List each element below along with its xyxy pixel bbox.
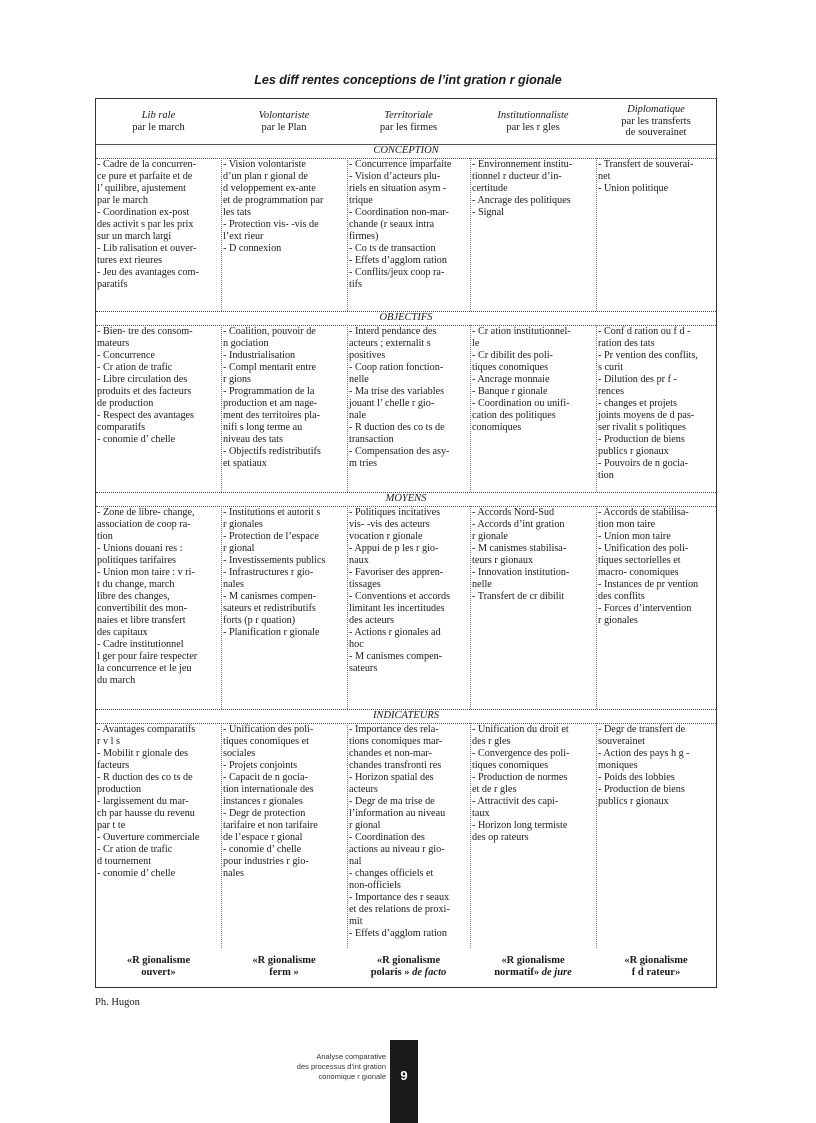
cell-line: - R duction des co ts de [349,422,445,433]
cell-line: r gional [349,820,381,831]
cell-line: - Appui de p les r gio- [349,543,439,554]
cell-line: n gociation [223,338,269,349]
cell-line: d veloppement ex-ante [223,183,316,194]
cell-line: - R duction des co ts de [97,772,193,783]
cell-line: facteurs [97,760,130,771]
cell-line: - Capacit de n gocia- [223,772,308,783]
cell-line: par le march [97,195,148,206]
cell-line: instances r gionales [223,796,303,807]
conclusion-line: polaris » [370,967,410,978]
cell-line: - Effets d’agglom ration [349,928,447,939]
cell-line: s curit [598,362,624,373]
conclusion-line: «R gionalisme [624,955,688,966]
cell-line: - Co ts de transaction [349,243,436,254]
cell-line: - Coordination ex-post [97,207,190,218]
header-name: Territoriale [384,110,433,121]
cell-line: ch par hausse du revenu [97,808,195,819]
cell-line: - Vision d’acteurs plu- [349,171,441,182]
cell-line: teurs r gionaux [472,555,534,566]
cell-line: l ger pour faire respecter [97,651,198,662]
cell-line: tiques conomiques et [223,736,310,747]
cell-line: certitude [472,183,508,194]
cell-line: firmes) [349,231,379,242]
running-footer [280,1052,386,1082]
section-conception: CONCEPTION [96,144,716,159]
cell-line: - Mobilit r gionale des [97,748,189,759]
cell-line: d’un plan r gional de [223,171,308,182]
header-name: Institutionnaliste [497,110,569,121]
cell-line: taux [472,808,490,819]
cell-line: - Union politique [598,183,669,194]
cell-line: - Programmation de la [223,386,315,397]
cell-line: - M canismes compen- [223,591,317,602]
cell-line: - Protection de l’espace [223,531,319,542]
cell-line: sociales [223,748,256,759]
cell-volontariste [221,723,347,948]
cell-line: tiques sectorielles et [598,555,681,566]
cell-line: - Interd pendance des [349,326,437,337]
cell-line: - Planification r gionale [223,627,320,638]
conclusion-line: «R gionalisme [376,955,441,966]
cell-line: - Pouvoirs de n gocia- [598,458,688,469]
cell-line: - M canismes stabilisa- [472,543,567,554]
cell-line: - Importance des rela- [349,724,439,735]
cell-line: - Ancrage monnaie [472,374,550,385]
cell-line: l’ quilibre, ajustement [97,183,186,194]
cell-line: vis- -vis des acteurs [349,519,430,530]
cell-line: cation des politiques [472,410,556,421]
cell-line: hoc [349,639,364,650]
cell-line: r gional [223,543,255,554]
cell-line: nale [349,410,366,421]
cell-line: tion [598,470,614,481]
cell-line: - Favoriser des appren- [349,567,444,578]
cell-line: nifi s long terme au [223,422,303,433]
cell-line: - Unification des poli- [223,724,314,735]
cell-line: - Compl mentarit entre [223,362,317,373]
cell-line: politiques tarifaires [97,555,176,566]
cell-line: - Coalition, pouvoir de [223,326,316,337]
conclusion-federateur [596,955,716,979]
cell-line: - Forces d’intervention [598,603,692,614]
cell-line: la concurrence et le jeu [97,663,192,674]
cell-line: chandes transfronti res [349,760,442,771]
cell-line: riels en situation asym - [349,183,447,194]
cell-line: - Cadre de la concurren- [97,159,196,170]
conclusion-ouvert [96,955,221,979]
cell-line: - Importance des r seaux [349,892,450,903]
cell-volontariste [221,506,347,709]
conclusion-line: «R gionalisme [252,955,316,966]
cell-line: - Jeu des avantages com- [97,267,199,278]
cell-line: - Avantages comparatifs [97,724,196,735]
cell-diplomatique [596,506,716,709]
cell-line: ment des territoires pla- [223,410,321,421]
cell-line: tissages [349,579,381,590]
cell-line: tifs [349,279,363,290]
cell-line: - conomie d’ chelle [97,868,176,879]
cell-line: - D connexion [223,243,282,254]
cell-line: vocation r gionale [349,531,423,542]
cell-line: - Horizon long termiste [472,820,568,831]
cell-line: - Coop ration fonction- [349,362,444,373]
cell-line: des capitaux [97,627,148,638]
cell-line: les tats [223,207,252,218]
header-volontariste [221,99,347,144]
cell-line: des r gles [472,736,511,747]
cell-line: des activit s par les prix [97,219,194,230]
cell-line: d tournement [97,856,152,867]
header-diplomatique [596,99,716,144]
cell-line: - Conflits/jeux coop ra- [349,267,445,278]
header-sub: par le march [132,121,185,133]
cell-line: trique [349,195,373,206]
cell-line: comparatifs [97,422,146,433]
cell-line: - Production de biens [598,784,685,795]
cell-line: jouant l’ chelle r gio- [349,398,435,409]
cell-volontariste [221,325,347,492]
cell-line: ration des tats [598,338,655,349]
header-name: Volontariste [258,110,310,121]
cell-line: et des relations de proxi- [349,904,450,915]
header-name: Diplomatique [627,104,685,116]
cell-line: - changes officiels et [349,868,434,879]
cell-liberale [96,506,221,709]
cell-territoriale [347,325,470,492]
cell-line: - Compensation des asy- [349,446,450,457]
cell-line: - Actions r gionales ad [349,627,441,638]
cell-diplomatique [596,723,716,948]
cell-line: tiques conomiques [472,760,549,771]
conclusion-qualifier: de jure [539,967,572,978]
cell-line: - Union mon taire : v ri- [97,567,195,578]
cell-line: - conomie d’ chelle [223,844,302,855]
cell-line: nelle [349,374,369,385]
cell-line: nales [223,868,244,879]
conclusion-qualifier: de facto [409,967,447,978]
cell-line: tion [97,531,113,542]
section-moyens: MOYENS [96,492,716,507]
cell-territoriale [347,158,470,311]
cell-line: souverainet [598,736,645,747]
cell-line: par t te [97,820,126,831]
conclusion-polarise [347,955,470,979]
section-objectifs: OBJECTIFS [96,311,716,326]
cell-institutionnaliste [470,723,596,948]
cell-line: - Projets conjoints [223,760,298,771]
cell-line: - Degr de protection [223,808,306,819]
cell-line: - Signal [472,207,504,218]
conclusion-line: normatif» [494,967,540,978]
cell-line: - Ouverture commerciale [97,832,200,843]
cell-institutionnaliste [470,158,596,311]
cell-liberale [96,325,221,492]
cell-line: - Concurrence imparfaite [349,159,452,170]
cell-line: des conflits [598,591,645,602]
cell-line: - largissement du mar- [97,796,189,807]
cell-line: - Vision volontariste [223,159,306,170]
cell-line: tion internationale des [223,784,314,795]
cell-line: actions au niveau r gio- [349,844,445,855]
cell-line: - Horizon spatial des [349,772,434,783]
cell-line: tion mon taire [598,519,656,530]
cell-line: production [97,784,142,795]
cell-liberale [96,158,221,311]
cell-diplomatique [596,325,716,492]
cell-line: - Infrastructures r gio- [223,567,314,578]
cell-line: - Concurrence [97,350,155,361]
cell-line: - Instances de pr vention [598,579,699,590]
cell-line: pour industries r gio- [223,856,309,867]
section-indicateurs-row [96,723,716,948]
cell-line: - Coordination ou unifi- [472,398,570,409]
cell-line: association de coop ra- [97,519,191,530]
cell-line: des acteurs [349,615,394,626]
cell-line: - Cr ation institutionnel- [472,326,571,337]
cell-line: transaction [349,434,394,445]
cell-line: mateurs [97,338,130,349]
cell-line: r gionales [598,615,638,626]
page-number-tab [390,1040,418,1123]
cell-line: et de programmation par [223,195,324,206]
cell-line: l’information au niveau [349,808,446,819]
header-sub: par les r gles [506,121,560,133]
cell-line: naux [349,555,369,566]
conclusion-line: «R gionalisme [501,955,565,966]
cell-line: - Accords de stabilisa- [598,507,689,518]
author-credit: Ph. Hugon [95,997,140,1008]
conclusion-line: «R gionalisme [126,955,191,966]
cell-line: convertibilit des mon- [97,603,187,614]
cell-line: - Cr ation de trafic [97,844,173,855]
cell-line: - Environnement institu- [472,159,573,170]
cell-line: publics r gionaux [598,796,669,807]
cell-line: - Degr de transfert de [598,724,686,735]
cell-line: ce pure et parfaite et de [97,171,193,182]
cell-line: nelle [472,579,492,590]
cell-line: forts (p r quation) [223,615,296,626]
cell-line: - Attractivit des capi- [472,796,559,807]
cell-line: - Lib ralisation et ouver- [97,243,197,254]
comparison-table [95,98,717,988]
cell-line: des op rateurs [472,832,529,843]
section-moyens-row [96,506,716,710]
cell-line: tures ext rieures [97,255,163,266]
cell-line: net [598,171,611,182]
footer-line: conomique r gionale [318,1072,386,1081]
cell-line: - Politiques incitatives [349,507,441,518]
cell-line: produits et des facteurs [97,386,192,397]
cell-line: nales [223,579,244,590]
cell-institutionnaliste [470,325,596,492]
section-objectifs-row [96,325,716,493]
cell-line: - M canismes compen- [349,651,443,662]
footer-line: Analyse comparative [316,1052,386,1061]
page-number: 9 [400,1068,408,1083]
cell-line: libre des changes, [97,591,170,602]
cell-line: sateurs et redistributifs [223,603,316,614]
cell-line: acteurs [349,784,378,795]
cell-line: de l’espace r gional [223,832,303,843]
cell-line: - Coordination non-mar- [349,207,449,218]
cell-territoriale [347,723,470,948]
cell-line: - Zone de libre- change, [97,507,195,518]
cell-liberale [96,723,221,948]
cell-line: - Cadre institutionnel [97,639,184,650]
cell-volontariste [221,158,347,311]
cell-line: tions conomiques mar- [349,736,443,747]
header-liberale [96,99,221,144]
cell-line: tionnel r ducteur d’in- [472,171,562,182]
cell-line: - Union mon taire [598,531,671,542]
section-conception-row [96,158,716,312]
cell-line: positives [349,350,386,361]
header-sub: de souverainet [625,127,687,139]
cell-line: - Accords d’int gration [472,519,565,530]
cell-line: de production [97,398,154,409]
cell-line: - Conventions et accords [349,591,450,602]
cell-line: - Libre circulation des [97,374,188,385]
cell-line: - Production de normes [472,772,568,783]
cell-line: - Bien- tre des consom- [97,326,193,337]
cell-line: production et am nage- [223,398,318,409]
cell-line: - Cr ation de trafic [97,362,173,373]
cell-line: - Banque r gionale [472,386,548,397]
cell-line: - conomie d’ chelle [97,434,176,445]
cell-line: nal [349,856,362,867]
cell-line: naies et libre transfert [97,615,186,626]
cell-line: - Ancrage des politiques [472,195,571,206]
cell-line: - Respect des avantages [97,410,195,421]
cell-line: tarifaire et non tarifaire [223,820,318,831]
cell-line: - Production de biens [598,434,685,445]
cell-line: - Coordination des [349,832,425,843]
footer-line: des processus d’int gration [296,1062,386,1071]
cell-line: non-officiels [349,880,401,891]
cell-line: - Convergence des poli- [472,748,570,759]
conclusion-line: ouvert» [141,967,176,978]
cell-territoriale [347,506,470,709]
cell-line: tiques conomiques [472,362,549,373]
cell-line: sur un march largi [97,231,172,242]
cell-line: ser rivalit s politiques [598,422,686,433]
cell-line: - Degr de ma trise de [349,796,435,807]
cell-line: - Unions douani res : [97,543,183,554]
conclusion-normatif [470,955,596,979]
cell-line: r v l s [97,736,120,747]
header-sub: par les transferts [621,115,691,127]
conclusion-line: f d rateur» [631,967,681,978]
conclusion-row [96,955,716,987]
cell-line: paratifs [97,279,128,290]
header-sub: par le Plan [261,121,307,133]
header-territoriale [347,99,470,144]
cell-line: limitant les incertitudes [349,603,445,614]
header-institutionnaliste [470,99,596,144]
cell-line: joints moyens de d pas- [598,410,695,421]
cell-line: - Investissements publics [223,555,326,566]
cell-line: rences [598,386,625,397]
cell-line: publics r gionaux [598,446,669,457]
cell-line: le [472,338,480,349]
cell-line: et spatiaux [223,458,267,469]
conclusion-ferme [221,955,347,979]
cell-line: m tries [349,458,378,469]
cell-line: macro- conomiques [598,567,679,578]
cell-line: - Objectifs redistributifs [223,446,321,457]
cell-line: - Dilution des pr f - [598,374,677,385]
conclusion-line: ferm » [269,967,299,978]
cell-line: r gionale [472,531,508,542]
cell-line: - Unification du droit et [472,724,569,735]
cell-line: niveau des tats [223,434,283,445]
cell-line: - Cr dibilit des poli- [472,350,553,361]
cell-line: l’ext rieur [223,231,264,242]
cell-line: - Poids des lobbies [598,772,675,783]
cell-line: - Protection vis- -vis de [223,219,319,230]
cell-line: - Pr vention des conflits, [598,350,698,361]
cell-line: - Industrialisation [223,350,296,361]
table-header [96,99,716,145]
page-title: Les diff rentes conceptions de l’int gration r gionale [254,73,562,87]
cell-line: chandes et non-mar- [349,748,432,759]
cell-line: r gionales [223,519,263,530]
cell-line: - changes et projets [598,398,677,409]
cell-line: acteurs ; externalit s [349,338,431,349]
cell-line: t du change, march [97,579,175,590]
section-indicateurs: INDICATEURS [96,709,716,724]
cell-line: moniques [598,760,638,771]
cell-line: r gions [223,374,252,385]
cell-line: chande (r seaux intra [349,219,435,230]
cell-line: - Conf d ration ou f d - [598,326,691,337]
cell-line: mit [349,916,363,927]
cell-line: conomiques [472,422,522,433]
cell-line: - Transfert de cr dibilit [472,591,565,602]
cell-line: - Unification des poli- [598,543,689,554]
cell-line: du march [97,675,136,686]
cell-line: - Effets d’agglom ration [349,255,447,266]
cell-line: - Innovation institution- [472,567,570,578]
cell-line: et de r gles [472,784,517,795]
cell-line: - Transfert de souverai- [598,159,694,170]
cell-line: - Action des pays h g - [598,748,690,759]
cell-line: - Accords Nord-Sud [472,507,555,518]
cell-line: - Ma trise des variables [349,386,445,397]
cell-diplomatique [596,158,716,311]
cell-line: - Institutions et autorit s [223,507,321,518]
header-sub: par les firmes [379,121,438,133]
cell-institutionnaliste [470,506,596,709]
header-name: Lib rale [141,110,176,121]
cell-line: sateurs [349,663,378,674]
